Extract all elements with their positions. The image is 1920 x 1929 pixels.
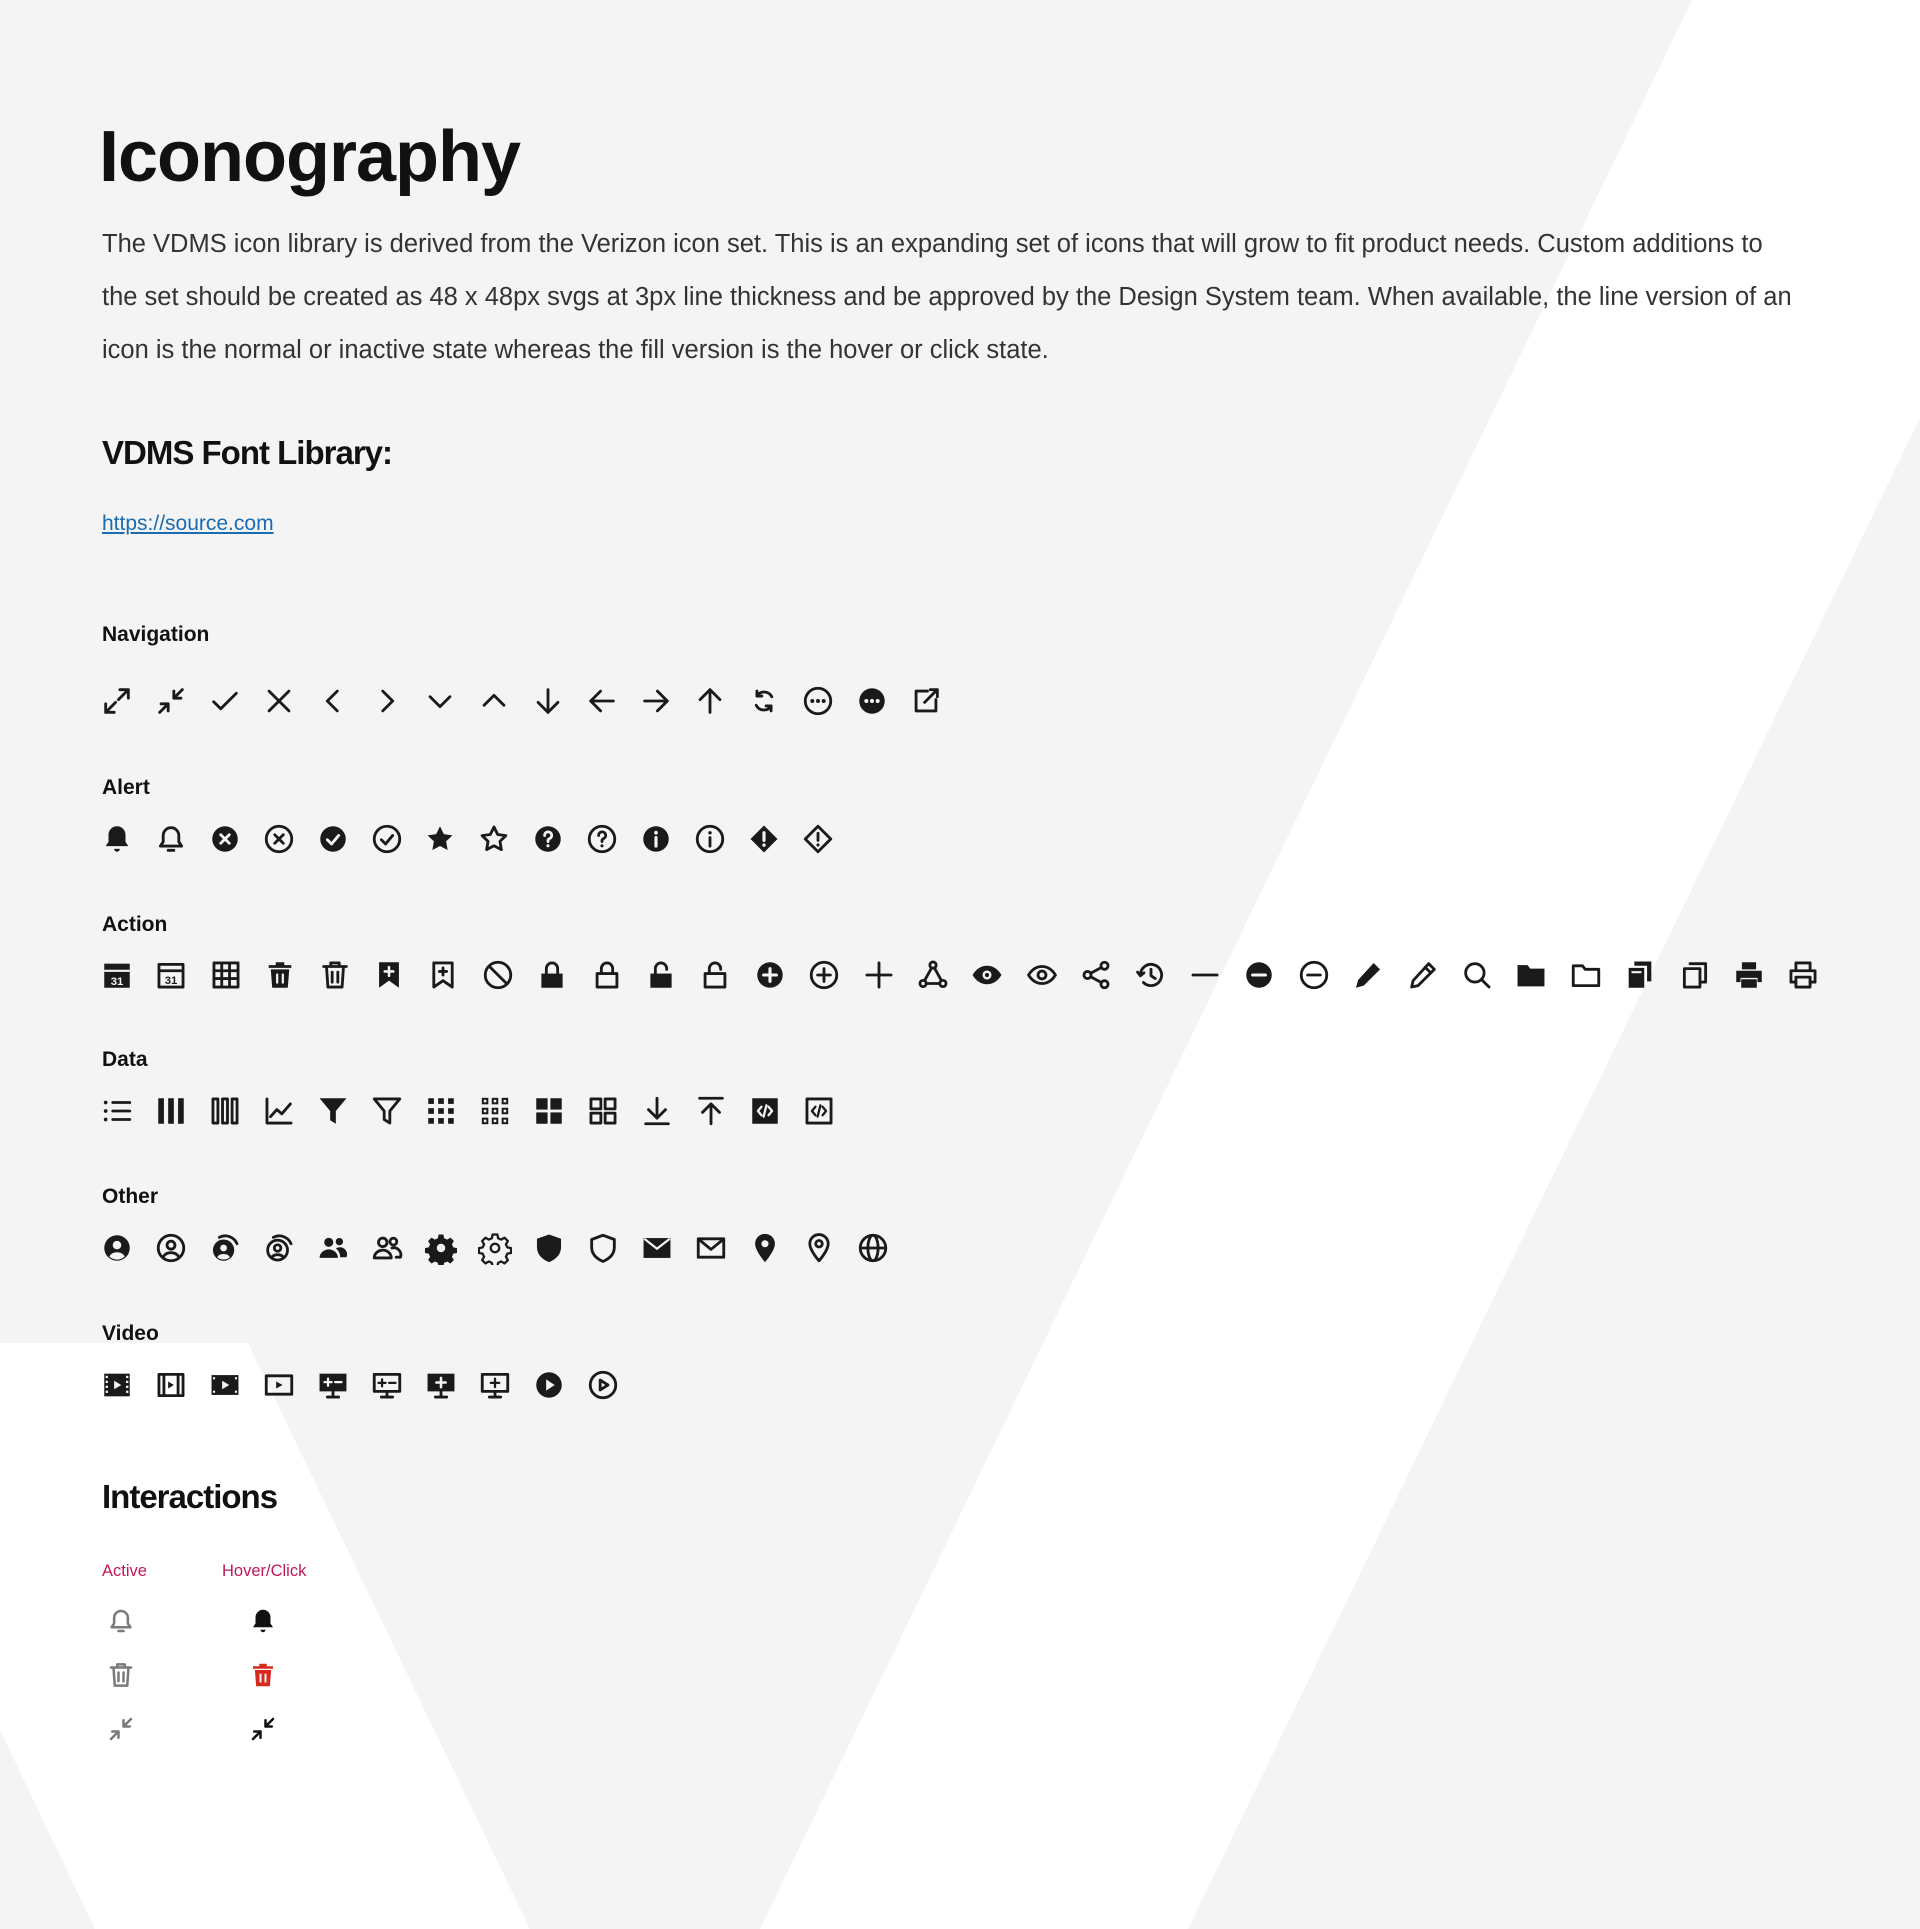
location-filled-icon[interactable]: [748, 1231, 782, 1265]
remove-circle-outline-icon[interactable]: [1297, 958, 1331, 992]
dot-grid-icon[interactable]: [424, 1094, 458, 1128]
dot-grid-outline-icon[interactable]: [478, 1094, 512, 1128]
error-outline-icon[interactable]: [262, 822, 296, 856]
film-filled-icon[interactable]: [100, 1368, 134, 1402]
external-link-icon[interactable]: [909, 684, 943, 718]
trash-outline-icon[interactable]: [106, 1660, 136, 1690]
copy-outline-icon[interactable]: [1678, 958, 1712, 992]
arrow-up-icon[interactable]: [693, 684, 727, 718]
more-filled-icon[interactable]: [855, 684, 889, 718]
close-icon[interactable]: [262, 684, 296, 718]
font-library-heading: VDMS Font Library:: [102, 434, 393, 471]
chevron-down-icon[interactable]: [423, 684, 457, 718]
settings-filled-icon[interactable]: [424, 1231, 458, 1265]
filter-outline-icon[interactable]: [370, 1094, 404, 1128]
upload-icon[interactable]: [694, 1094, 728, 1128]
success-filled-icon[interactable]: [316, 822, 350, 856]
intro-paragraph: The VDMS icon library is derived from the Verizon icon set. This is an expanding set of icons that will grow to fit product needs. Custom additions to the set should be created as 48 x 48px svgs at 3px line thickness and be approved by the Design System team. When available, the line version of an icon is the normal or inactive state whereas the fill version is the hover or click state.: [102, 230, 1792, 364]
add-circle-outline-icon[interactable]: [807, 958, 841, 992]
bell-filled-icon[interactable]: [100, 822, 134, 856]
bell-outline-icon[interactable]: [154, 822, 188, 856]
shield-filled-icon[interactable]: [532, 1231, 566, 1265]
help-outline-icon[interactable]: [585, 822, 619, 856]
user-outline-icon[interactable]: [154, 1231, 188, 1265]
line-chart-icon[interactable]: [262, 1094, 296, 1128]
download-icon[interactable]: [640, 1094, 674, 1128]
code-outline-icon[interactable]: [802, 1094, 836, 1128]
arrow-down-icon[interactable]: [531, 684, 565, 718]
category-label-action: Action: [102, 913, 168, 936]
minus-icon[interactable]: [1188, 958, 1222, 992]
bell-outline-icon[interactable]: [106, 1606, 136, 1636]
category-label-alert: Alert: [102, 776, 150, 799]
user-switch-outline-icon[interactable]: [262, 1231, 296, 1265]
monitor-adjust-filled-icon[interactable]: [316, 1368, 350, 1402]
settings-outline-icon[interactable]: [478, 1231, 512, 1265]
lock-filled-icon[interactable]: [535, 958, 569, 992]
unlock-filled-icon[interactable]: [644, 958, 678, 992]
category-label-data: Data: [102, 1048, 148, 1071]
view-outline-icon[interactable]: [1025, 958, 1059, 992]
collapse-icon[interactable]: [248, 1714, 278, 1744]
success-outline-icon[interactable]: [370, 822, 404, 856]
user-filled-icon[interactable]: [100, 1231, 134, 1265]
bookmark-outline-icon[interactable]: [426, 958, 460, 992]
font-library-link[interactable]: https://source.com: [102, 512, 274, 535]
help-filled-icon[interactable]: [531, 822, 565, 856]
location-outline-icon[interactable]: [802, 1231, 836, 1265]
network-icon[interactable]: [916, 958, 950, 992]
folder-outline-icon[interactable]: [1569, 958, 1603, 992]
error-filled-icon[interactable]: [208, 822, 242, 856]
star-outline-icon[interactable]: [477, 822, 511, 856]
category-label-video: Video: [102, 1322, 159, 1345]
expand-icon[interactable]: [100, 684, 134, 718]
mail-outline-icon[interactable]: [694, 1231, 728, 1265]
trash-outline-icon[interactable]: [318, 958, 352, 992]
star-filled-icon[interactable]: [423, 822, 457, 856]
print-filled-icon[interactable]: [1732, 958, 1766, 992]
monitor-add-outline-icon[interactable]: [478, 1368, 512, 1402]
warning-outline-icon[interactable]: [801, 822, 835, 856]
chevron-left-icon[interactable]: [316, 684, 350, 718]
arrow-right-icon[interactable]: [639, 684, 673, 718]
svg-text:31: 31: [110, 975, 124, 988]
category-label-other: Other: [102, 1185, 159, 1208]
info-filled-icon[interactable]: [639, 822, 673, 856]
play-outline-icon[interactable]: [586, 1368, 620, 1402]
chevron-right-icon[interactable]: [370, 684, 404, 718]
calendar-filled-icon[interactable]: [100, 958, 134, 992]
arrow-left-icon[interactable]: [585, 684, 619, 718]
check-icon[interactable]: [208, 684, 242, 718]
bookmark-filled-icon[interactable]: [372, 958, 406, 992]
more-outline-icon[interactable]: [801, 684, 835, 718]
share-icon[interactable]: [1079, 958, 1113, 992]
columns-filled-icon[interactable]: [154, 1094, 188, 1128]
print-outline-icon[interactable]: [1786, 958, 1820, 992]
shield-outline-icon[interactable]: [586, 1231, 620, 1265]
list-icon[interactable]: [100, 1094, 134, 1128]
video-outline-icon[interactable]: [262, 1368, 296, 1402]
blocked-icon[interactable]: [481, 958, 515, 992]
interactions-active-label: Active: [102, 1562, 147, 1580]
view-filled-icon[interactable]: [970, 958, 1004, 992]
add-circle-filled-icon[interactable]: [753, 958, 787, 992]
tiles-outline-icon[interactable]: [586, 1094, 620, 1128]
video-filled-icon[interactable]: [208, 1368, 242, 1402]
play-filled-icon[interactable]: [532, 1368, 566, 1402]
users-filled-icon[interactable]: [316, 1231, 350, 1265]
lock-outline-icon[interactable]: [590, 958, 624, 992]
info-outline-icon[interactable]: [693, 822, 727, 856]
page-title: Iconography: [99, 117, 521, 197]
warning-filled-icon[interactable]: [747, 822, 781, 856]
filter-filled-icon[interactable]: [316, 1094, 350, 1128]
interactions-heading: Interactions: [102, 1478, 278, 1515]
calendar-outline-icon[interactable]: [154, 958, 188, 992]
history-icon[interactable]: [1134, 958, 1168, 992]
columns-outline-icon[interactable]: [208, 1094, 242, 1128]
copy-filled-icon[interactable]: [1623, 958, 1657, 992]
table-icon[interactable]: [209, 958, 243, 992]
edit-filled-icon[interactable]: [1351, 958, 1385, 992]
plus-icon[interactable]: [862, 958, 896, 992]
chevron-up-icon[interactable]: [477, 684, 511, 718]
collapse-icon[interactable]: [106, 1714, 136, 1744]
users-outline-icon[interactable]: [370, 1231, 404, 1265]
collapse-icon[interactable]: [154, 684, 188, 718]
globe-icon[interactable]: [856, 1231, 890, 1265]
monitor-adjust-outline-icon[interactable]: [370, 1368, 404, 1402]
code-filled-icon[interactable]: [748, 1094, 782, 1128]
folder-filled-icon[interactable]: [1514, 958, 1548, 992]
bell-filled-icon[interactable]: [248, 1606, 278, 1636]
mail-filled-icon[interactable]: [640, 1231, 674, 1265]
trash-filled-icon[interactable]: [263, 958, 297, 992]
film-outline-icon[interactable]: [154, 1368, 188, 1402]
unlock-outline-icon[interactable]: [698, 958, 732, 992]
interactions-hover-label: Hover/Click: [222, 1562, 307, 1580]
user-switch-filled-icon[interactable]: [208, 1231, 242, 1265]
refresh-icon[interactable]: [747, 684, 781, 718]
search-icon[interactable]: [1460, 958, 1494, 992]
edit-outline-icon[interactable]: [1406, 958, 1440, 992]
trash-filled-icon[interactable]: [248, 1660, 278, 1690]
remove-circle-filled-icon[interactable]: [1242, 958, 1276, 992]
category-label-navigation: Navigation: [102, 623, 210, 646]
svg-text:31: 31: [165, 975, 178, 988]
tiles-filled-icon[interactable]: [532, 1094, 566, 1128]
monitor-add-filled-icon[interactable]: [424, 1368, 458, 1402]
